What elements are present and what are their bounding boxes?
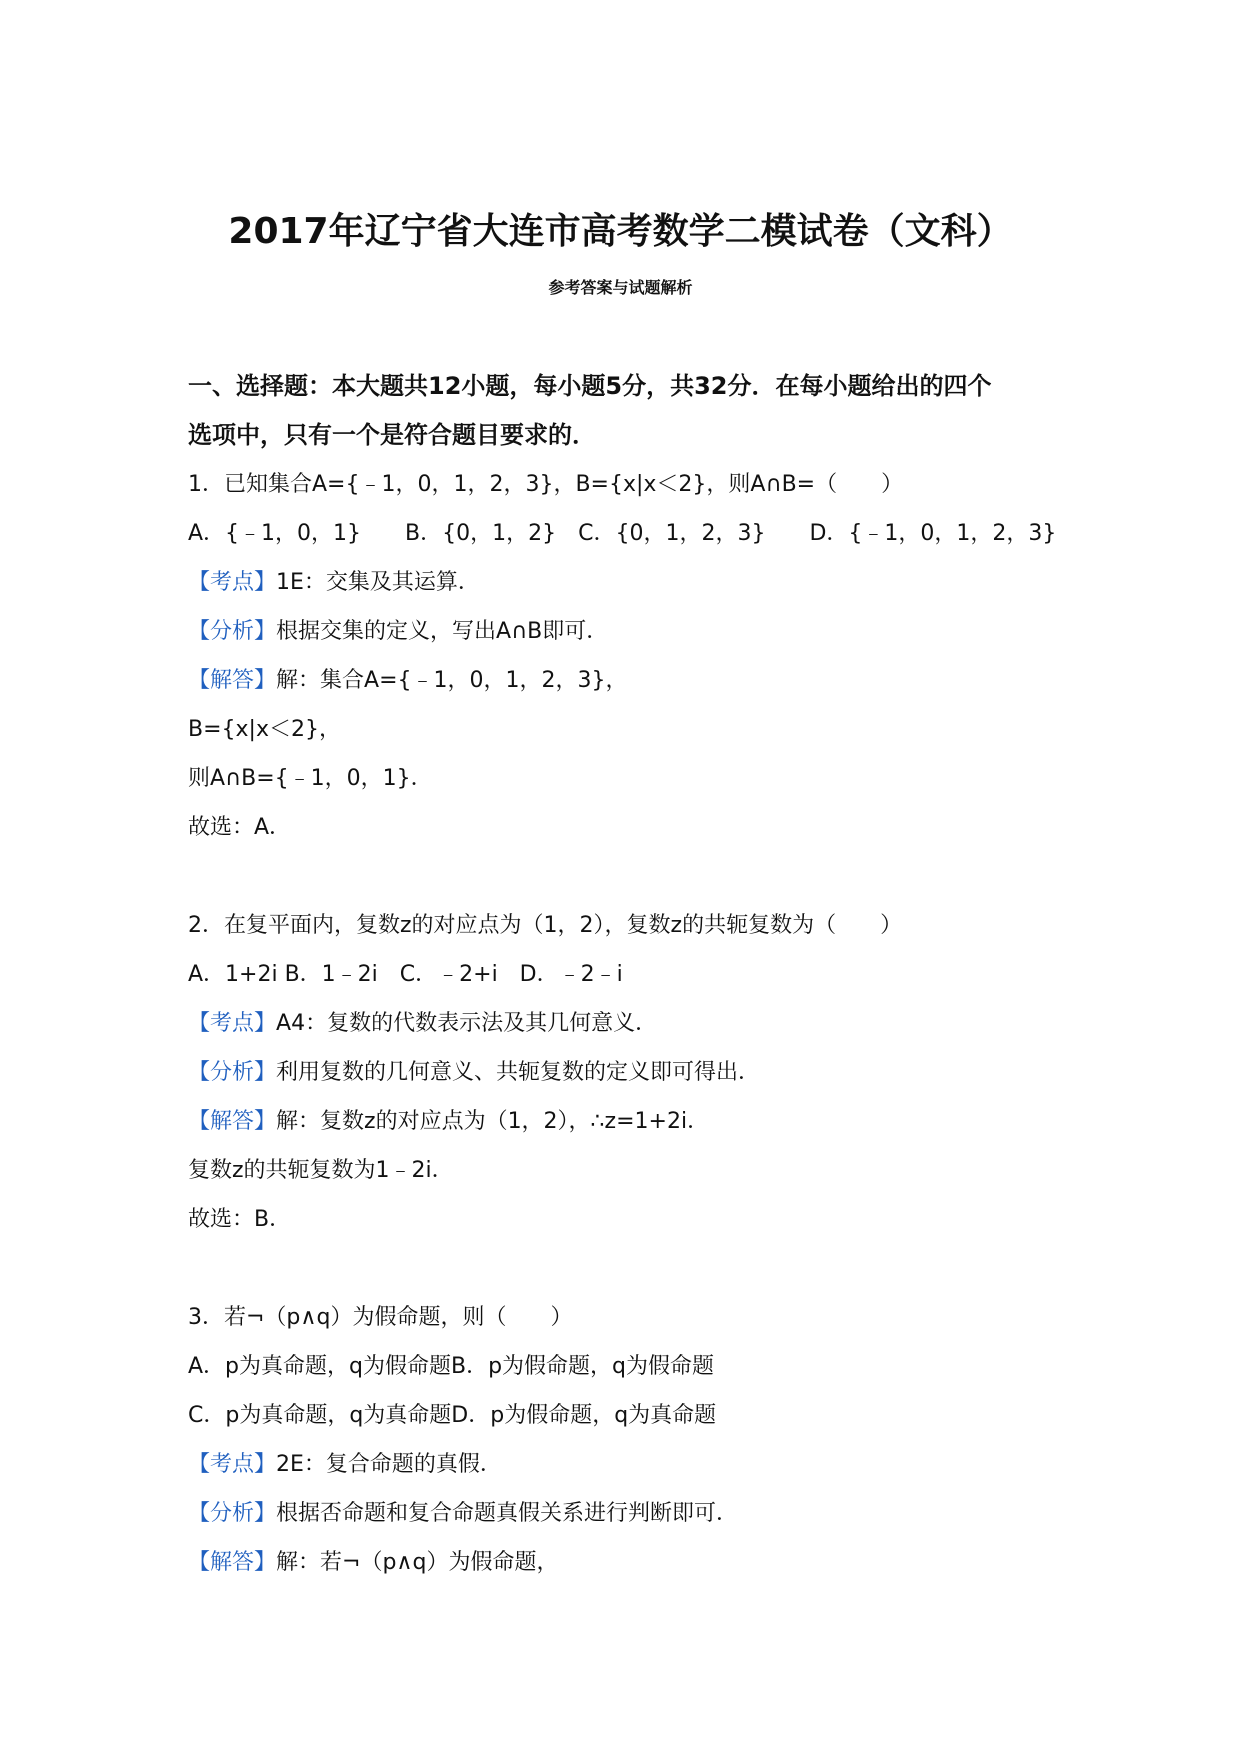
fenxi-line [188,1048,1068,1097]
question-options: A．p为真命题，q为假命题B．p为假命题，q为假命题 [188,1354,715,1379]
fenxi-tag: 【分析】 [188,619,277,644]
spacer [188,1244,1068,1293]
jieda-text: 解：集合A={﹣1，0，1，2，3}， [276,668,628,693]
jieda-line [188,656,1068,705]
document-body [188,362,1068,1587]
question-stem: 2．在复平面内，复数z的对应点为（1，2），复数z的共轭复数为（ ） [188,913,903,938]
question-options: A．1+2i B．1﹣2i C．﹣2+i D．﹣2﹣i [188,962,623,987]
jieda-line [188,1538,1068,1587]
jieda-text: 解：复数z的对应点为（1，2），∴z=1+2i． [276,1109,710,1134]
jieda-tag: 【解答】 [188,1550,277,1575]
solution-line: B={x|x＜2}， [188,717,341,742]
question-stem: 1．已知集合A={﹣1，0，1，2，3}，B={x|x＜2}，则A∩B=（ ） [188,472,904,497]
jieda-text: 解：若¬（p∧q）为假命题， [276,1550,559,1575]
question-options: A．{﹣1，0，1} B．{0，1，2} C．{0，1，2，3} D．{﹣1，0，1，2，3} [188,521,1057,546]
fenxi-tag: 【分析】 [188,1501,277,1526]
fenxi-tag: 【分析】 [188,1060,277,1085]
solution-line: 故选：B． [188,1207,292,1232]
jieda-tag: 【解答】 [188,668,277,693]
kaodian-line [188,558,1068,607]
kaodian-text: 2E：复合命题的真假． [276,1452,502,1477]
kaodian-text: A4：复数的代数表示法及其几何意义． [276,1011,658,1036]
kaodian-tag: 【考点】 [188,1011,277,1036]
fenxi-text: 利用复数的几何意义、共轭复数的定义即可得出． [276,1060,761,1085]
fenxi-line [188,1489,1068,1538]
question-2 [188,901,1068,1244]
fenxi-text: 根据否命题和复合命题真假关系进行判断即可． [276,1501,739,1526]
spacer [188,852,1068,901]
jieda-line [188,1097,1068,1146]
jieda-tag: 【解答】 [188,1109,277,1134]
question-3 [188,1293,1068,1587]
kaodian-tag: 【考点】 [188,570,277,595]
solution-line: 则A∩B={﹣1，0，1}． [188,766,433,791]
section-heading: 选项中，只有一个是符合题目要求的． [188,421,596,449]
section-heading: 一、选择题：本大题共12小题，每小题5分，共32分．在每小题给出的四个 [188,372,992,400]
fenxi-text: 根据交集的定义，写出A∩B即可． [276,619,609,644]
kaodian-line [188,999,1068,1048]
page-subtitle: 参考答案与试题解析 [548,278,693,297]
kaodian-tag: 【考点】 [188,1452,277,1477]
kaodian-text: 1E：交集及其运算． [276,570,480,595]
question-options: C．p为真命题，q为真命题D．p为假命题，q为真命题 [188,1403,717,1428]
page-title: 2017年辽宁省大连市高考数学二模试卷（文科） [228,211,1013,252]
solution-line: 复数z的共轭复数为1﹣2i． [188,1158,454,1183]
kaodian-line [188,1440,1068,1489]
question-1 [188,460,1068,852]
question-stem: 3．若¬（p∧q）为假命题，则（ ） [188,1305,573,1330]
solution-line: 故选：A． [188,815,292,840]
fenxi-line [188,607,1068,656]
